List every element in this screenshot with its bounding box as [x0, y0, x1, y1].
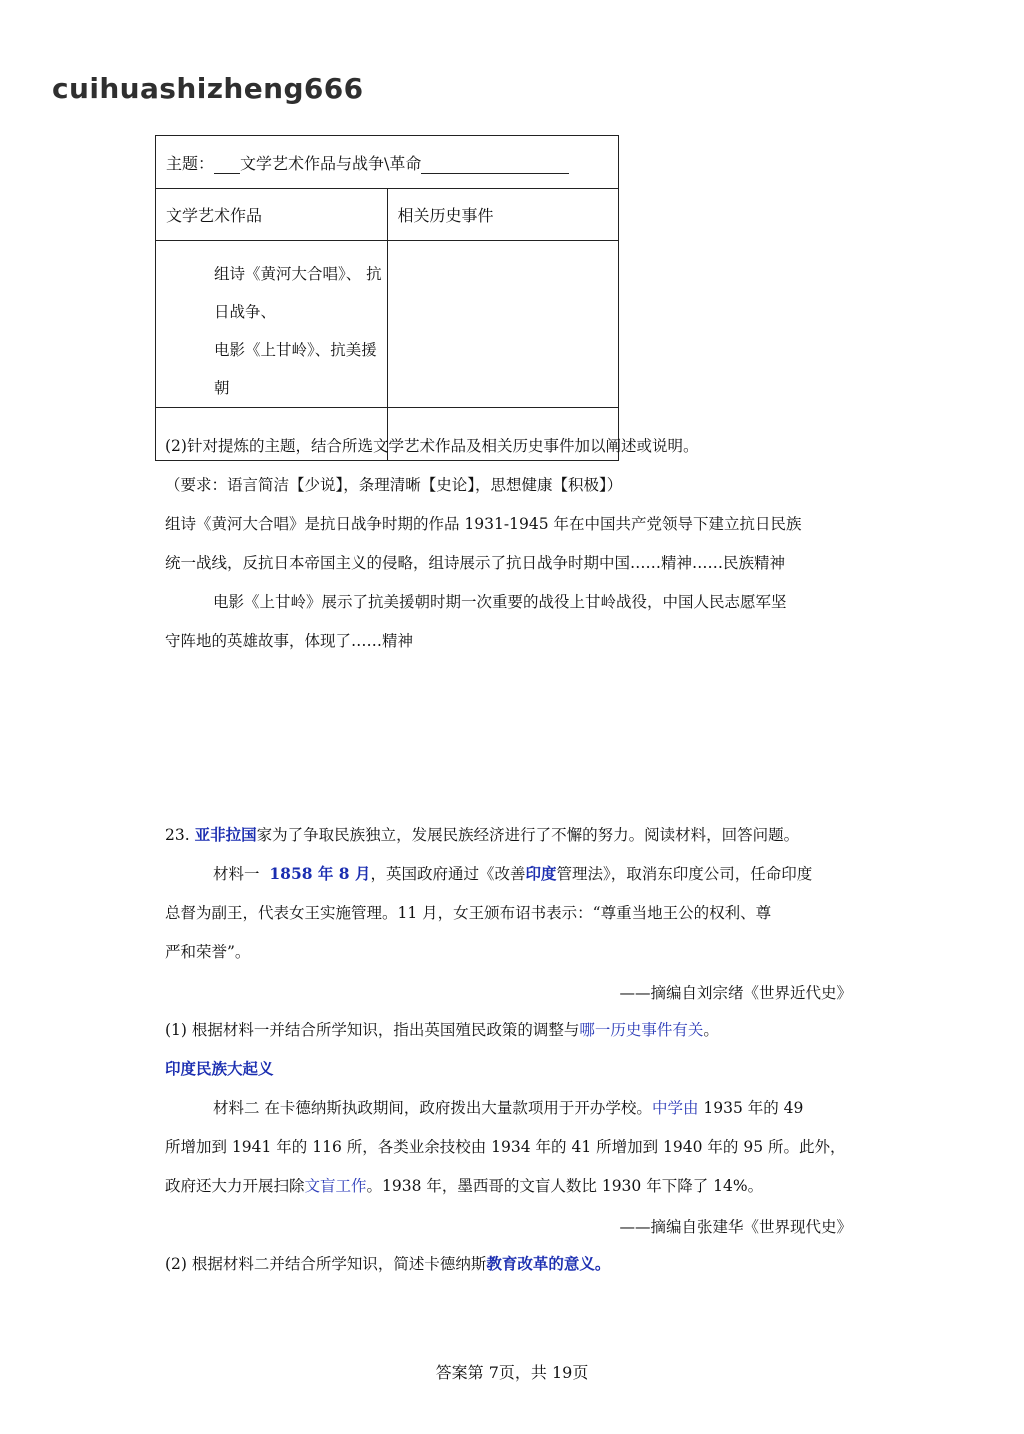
- source-citation: ——摘编自刘宗绪《世界近代史》: [619, 984, 852, 1002]
- material-text: 。1938 年，墨西哥的文盲人数比 1930 年下降了 14%。: [366, 1177, 764, 1195]
- theme-label: 主题：: [166, 153, 215, 173]
- highlight-date: 1858 年 8 月: [269, 864, 371, 883]
- intro-text: 家为了争取民族独立，发展民族经济进行了不懈的努力。阅读材料，回答问题。: [256, 826, 800, 844]
- works-line-1: 组诗《黄河大合唱》、 抗日战争、: [214, 265, 382, 321]
- material-label: 材料一: [213, 865, 260, 883]
- works-line-2: 电影《上甘岭》、抗美援朝: [214, 341, 377, 397]
- table-row-theme: [156, 136, 619, 189]
- highlight-text: 印度: [525, 864, 557, 883]
- material-2-line: [165, 1176, 763, 1196]
- works-cell: [156, 241, 388, 408]
- theme-value: 文学艺术作品与战争\革命: [240, 153, 422, 173]
- watermark-text: cuihuashizheng666: [52, 72, 364, 105]
- source-citation: ——摘编自张建华《世界现代史》: [619, 1218, 852, 1236]
- highlight-text: 教育改革的意义。: [486, 1254, 611, 1273]
- table-row-header: [156, 189, 619, 241]
- question-23-part-2: [165, 1254, 610, 1274]
- blank-line: [421, 155, 569, 174]
- table-row-works: [156, 241, 619, 408]
- highlight-text: 中学由: [651, 1099, 699, 1117]
- material-1-line: [213, 864, 812, 884]
- material-1-line: 严和荣誉”。: [165, 943, 251, 961]
- theme-table: [155, 135, 619, 461]
- answer-line: 守阵地的英雄故事，体现了……精神: [165, 632, 414, 650]
- material-2-line: [213, 1098, 803, 1118]
- page-footer: 答案第 7页，共 19页: [435, 1363, 589, 1382]
- question-text: (2) 根据材料二并结合所学知识，简述卡德纳斯: [165, 1255, 487, 1273]
- question-23-part-1: [165, 1020, 719, 1040]
- events-cell: [387, 241, 619, 408]
- question-23-intro: [165, 825, 799, 845]
- blank-line: [214, 155, 240, 174]
- highlight-text: 哪一历史事件有关: [579, 1021, 704, 1039]
- theme-cell: [156, 136, 619, 189]
- answer-line: 统一战线，反抗日本帝国主义的侵略，组诗展示了抗日战争时期中国……精神……民族精神: [165, 554, 786, 572]
- material-text: 政府还大力开展扫除: [165, 1177, 305, 1195]
- material-text: ，英国政府通过《改善: [370, 865, 526, 883]
- question-number: 23.: [165, 826, 190, 844]
- requirement-note: （要求：语言简洁【少说】，条理清晰【史论】，思想健康【积极】）: [165, 476, 623, 494]
- highlight-text: 文盲工作: [304, 1177, 367, 1195]
- material-2-line: 所增加到 1941 年的 116 所，各类业余技校由 1934 年的 41 所增加到 1940 年的 95 所。此外，: [165, 1138, 846, 1156]
- question-text: (1) 根据材料一并结合所学知识，指出英国殖民政策的调整与: [165, 1021, 580, 1039]
- question-22-part-2: (2)针对提炼的主题，结合所选文学艺术作品及相关历史事件加以阐述或说明。: [165, 437, 699, 455]
- question-text: 。: [703, 1021, 719, 1039]
- material-1-line: 总督为副王，代表女王实施管理。11 月，女王颁布诏书表示：“尊重当地王公的权利、尊: [165, 904, 772, 922]
- highlight-text: 亚非拉国: [194, 825, 257, 844]
- header-events: 相关历史事件: [387, 189, 619, 241]
- answer-line: 电影《上甘岭》展示了抗美援朝时期一次重要的战役上甘岭战役，中国人民志愿军坚: [213, 593, 787, 611]
- material-text: 材料二 在卡德纳斯执政期间，政府拨出大量款项用于开办学校。: [213, 1099, 652, 1117]
- material-text: 1935 年的 49: [698, 1099, 804, 1117]
- header-works: 文学艺术作品: [156, 189, 388, 241]
- answer-line: 组诗《黄河大合唱》是抗日战争时期的作品 1931-1945 年在中国共产党领导下建立抗日民族: [165, 515, 802, 533]
- answer-1: 印度民族大起义: [165, 1059, 274, 1078]
- material-text: 管理法》，取消东印度公司，任命印度: [556, 865, 813, 883]
